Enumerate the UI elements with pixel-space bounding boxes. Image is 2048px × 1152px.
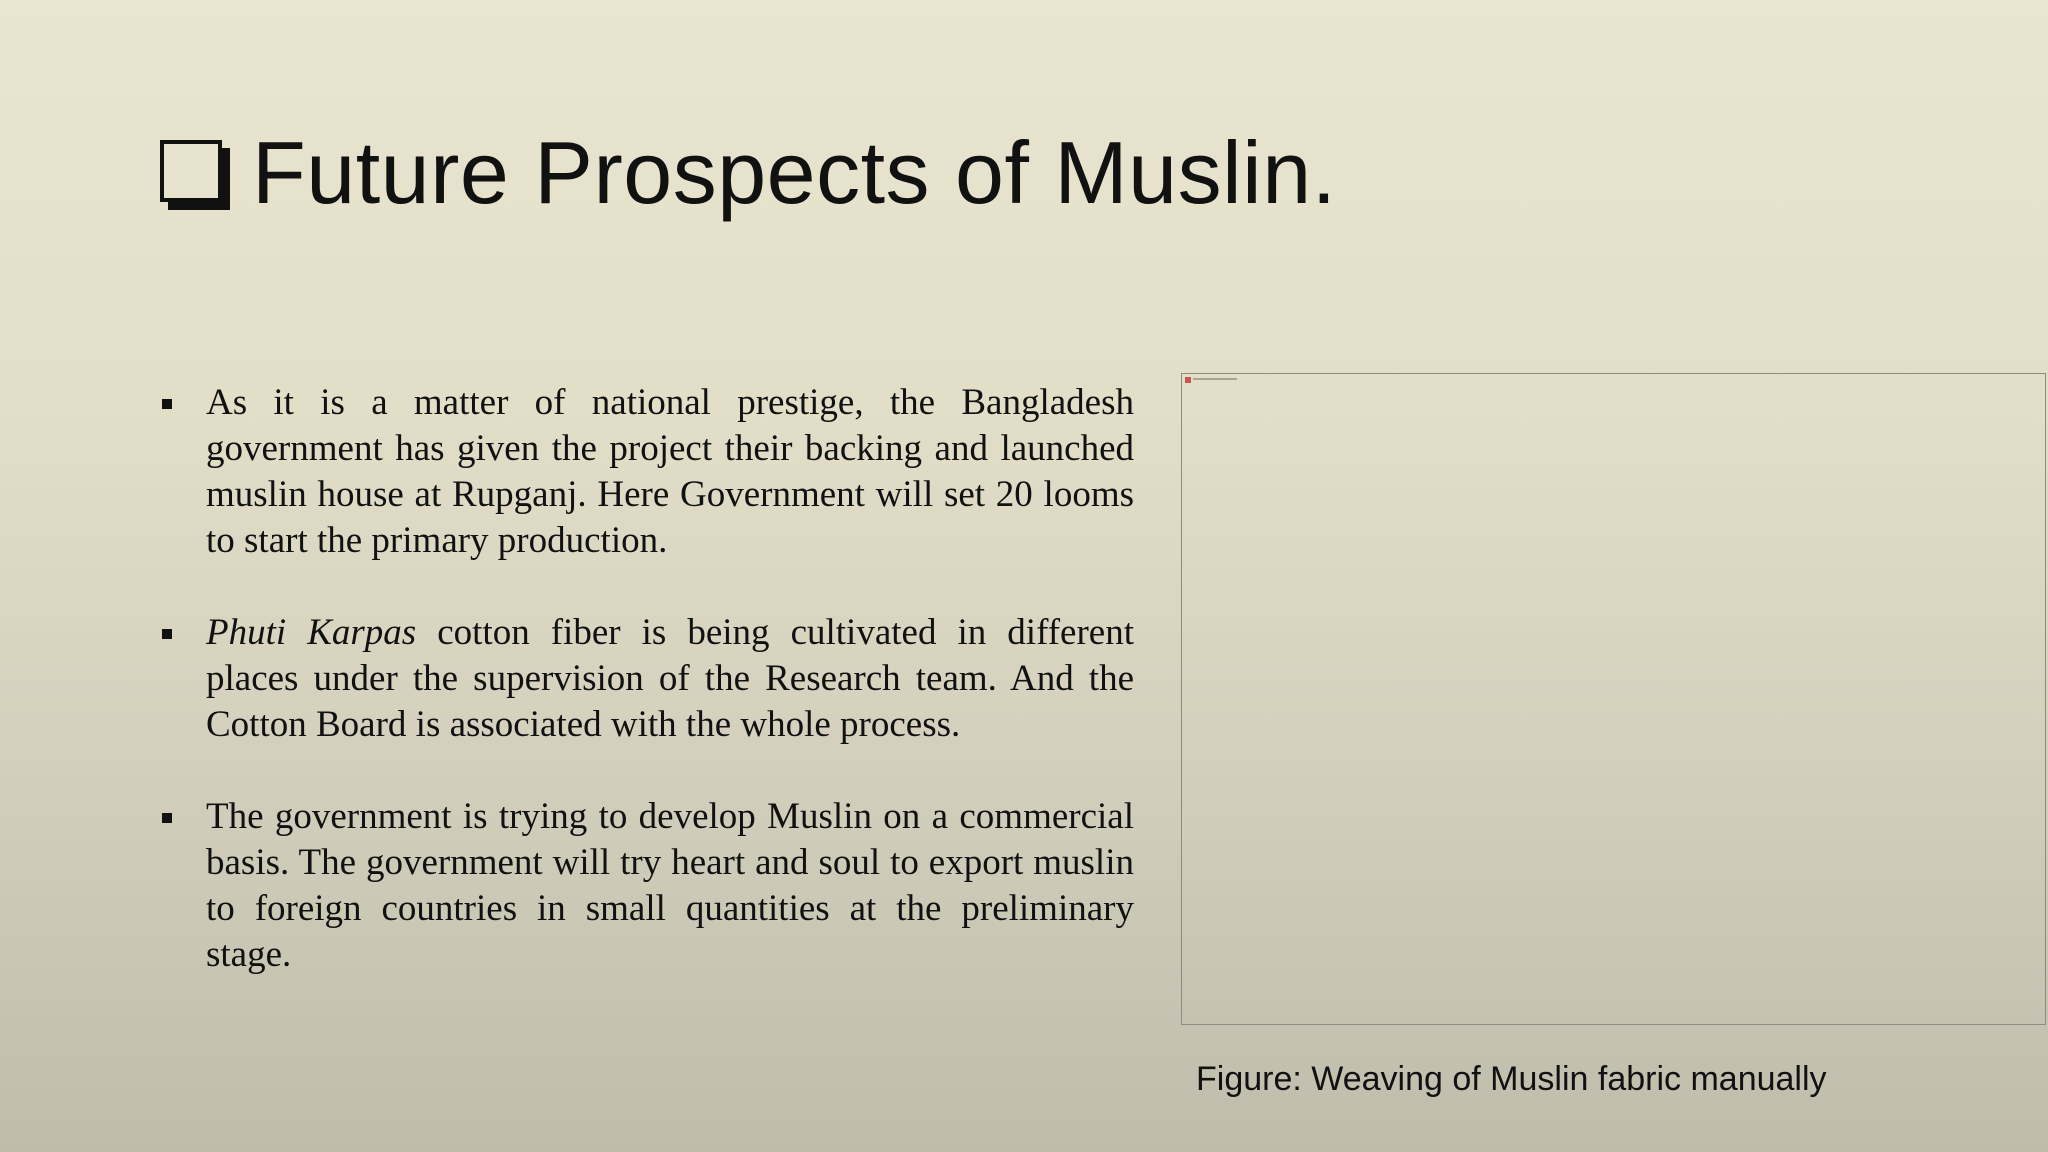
bullet-item <box>158 610 1134 748</box>
title-row <box>160 118 1337 228</box>
slide-title: Future Prospects of Muslin. <box>252 123 1337 222</box>
broken-image-icon <box>1185 377 1191 383</box>
bullet-item <box>158 380 1134 564</box>
bullet-text: As it is a matter of national prestige, the Bangladesh government has given the project their backing and launched muslin house at Rupganj. Here Government will set 20 looms to start the primary production. <box>206 382 1134 561</box>
square-bullet-icon <box>162 813 172 823</box>
square-bullet-icon <box>162 629 172 639</box>
bullet-text: cotton fiber is being cultivated in different places under the supervision of the Research team. And the Cotton Board is associated with the whole process. <box>206 612 1135 745</box>
bullet-text: The government is trying to develop Muslin on a commercial basis. The government will try heart and soul to export muslin to foreign countries in small quantities at the preliminary stage. <box>206 796 1134 975</box>
bullet-list <box>158 380 1134 1024</box>
figure-image-placeholder <box>1181 373 2046 1025</box>
square-bullet-icon <box>162 399 172 409</box>
hollow-square-bullet-icon <box>160 140 230 210</box>
bullet-italic-text: Phuti Karpas <box>206 612 417 653</box>
bullet-item <box>158 794 1134 978</box>
image-alt-text-line <box>1193 378 1237 380</box>
figure-caption: Figure: Weaving of Muslin fabric manually <box>1196 1060 1827 1098</box>
